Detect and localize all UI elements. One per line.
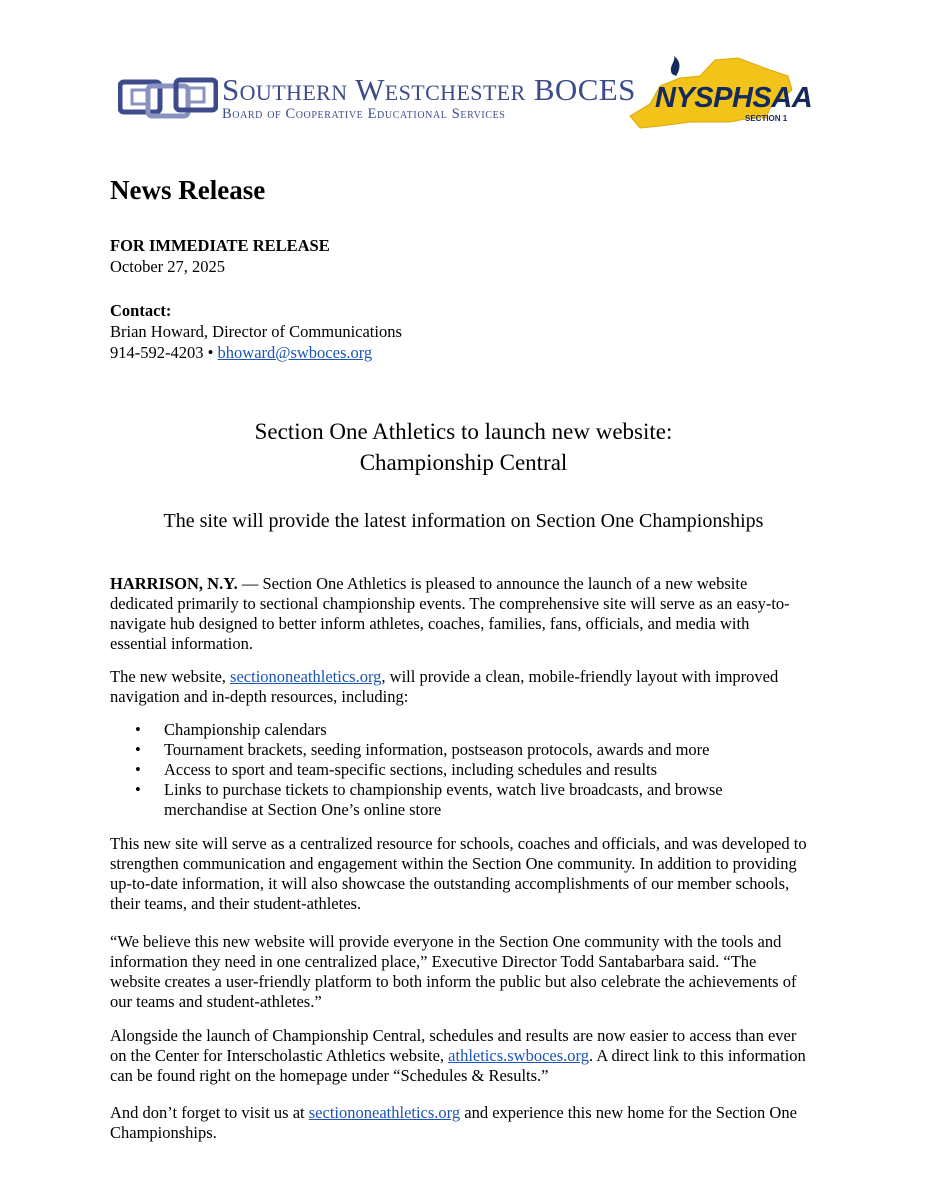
list-item: [110, 780, 810, 820]
contact-phone: 914-592-4203: [110, 343, 204, 362]
contact-info: [110, 300, 402, 363]
list-item-text: Championship calendars: [164, 720, 327, 739]
resource-list: [110, 720, 810, 820]
paragraph-intro: [110, 574, 810, 654]
paragraph-website: [110, 667, 810, 707]
dateline: HARRISON, N.Y.: [110, 574, 238, 593]
closing-sectiononeathletics-link[interactable]: sectiononeathletics.org: [308, 1103, 461, 1122]
closing-text-after: and experience this new home for the Section One Championships.: [110, 1103, 797, 1142]
paragraph-closing: [110, 1103, 810, 1143]
boces-name: Southern Westchester BOCES: [222, 72, 636, 107]
list-item: [110, 720, 810, 740]
paragraph-resource: This new site will serve as a centralized resource for schools, coaches and officials, and was developed to strengthen communication and engagement within the Section One community. In addition to providing up-to-date information, it will also showcase the outstanding accomplishments of our member schools, their teams, and their student-athletes.: [110, 834, 807, 913]
contact-label: Contact:: [110, 301, 172, 320]
headline: [0, 416, 927, 478]
bullet-icon: •: [135, 720, 141, 739]
list-item-text: Access to sport and team-specific sections, including schedules and results: [164, 760, 658, 779]
boces-wordmark: [222, 74, 636, 122]
sectiononeathletics-link[interactable]: sectiononeathletics.org: [230, 667, 382, 686]
schedules-text-before: Alongside the launch of Championship Central, schedules and results are now easier to access than ever on the Center for Interscholastic Athletics website,: [110, 1026, 797, 1065]
boces-subtitle: Board of Cooperative Educational Services: [222, 106, 506, 122]
athletics-swboces-link[interactable]: athletics.swboces.org: [448, 1046, 589, 1065]
intro-text: — Section One Athletics is pleased to announce the launch of a new website dedicated primarily to sectional championship events. The comprehensive site will serve as an easy-to-navigate hub designed to better inform athletes, coaches, families, fans, officials, and media with essential information.: [110, 574, 790, 653]
paragraph-schedules: [110, 1026, 810, 1086]
contact-line: [110, 342, 402, 363]
list-item-text: Tournament brackets, seeding information, postseason protocols, awards and more: [164, 740, 710, 759]
subheadline: The site will provide the latest information on Section One Championships: [163, 510, 764, 532]
release-label: FOR IMMEDIATE RELEASE: [110, 236, 330, 255]
letterhead: [0, 0, 927, 150]
bullet-separator: •: [207, 343, 214, 362]
headline-line-1: Section One Athletics to launch new website:: [254, 419, 673, 444]
bullet-icon: •: [135, 740, 141, 759]
list-item-text: Links to purchase tickets to championship events, watch live broadcasts, and browse merchandise at Section One’s online store: [164, 780, 723, 819]
paragraph-quote: “We believe this new website will provide everyone in the Section One community with the tools and information they need in one centralized place,” Executive Director Todd Santabarbara said. “The website creates a user-friendly platform to both inform the public but also celebrate the achievements of our teams and student-athletes.”: [110, 932, 797, 1011]
contact-email-link[interactable]: bhoward@swboces.org: [217, 343, 373, 362]
headline-line-2: Championship Central: [359, 450, 568, 475]
nysphsaa-section-label: SECTION 1: [745, 114, 788, 123]
release-info: [110, 235, 330, 277]
schedules-text-after: . A direct link to this information can be found right on the homepage under “Schedules & Results.”: [110, 1046, 806, 1085]
website-text-before: The new website,: [110, 667, 231, 686]
closing-text-before: And don’t forget to visit us at: [110, 1103, 309, 1122]
bullet-icon: •: [135, 780, 141, 799]
contact-name: Brian Howard, Director of Communications: [110, 322, 402, 341]
nysphsaa-wordmark: NYSPHSAA: [655, 82, 813, 114]
list-item: [110, 760, 810, 780]
list-item: [110, 740, 810, 760]
release-date: October 27, 2025: [110, 257, 226, 276]
website-text-after: , will provide a clean, mobile-friendly layout with improved navigation and in-depth resources, including:: [110, 667, 779, 706]
boces-chain-logo: [118, 72, 218, 124]
page-title: News Release: [110, 175, 266, 205]
bullet-icon: •: [135, 760, 141, 779]
